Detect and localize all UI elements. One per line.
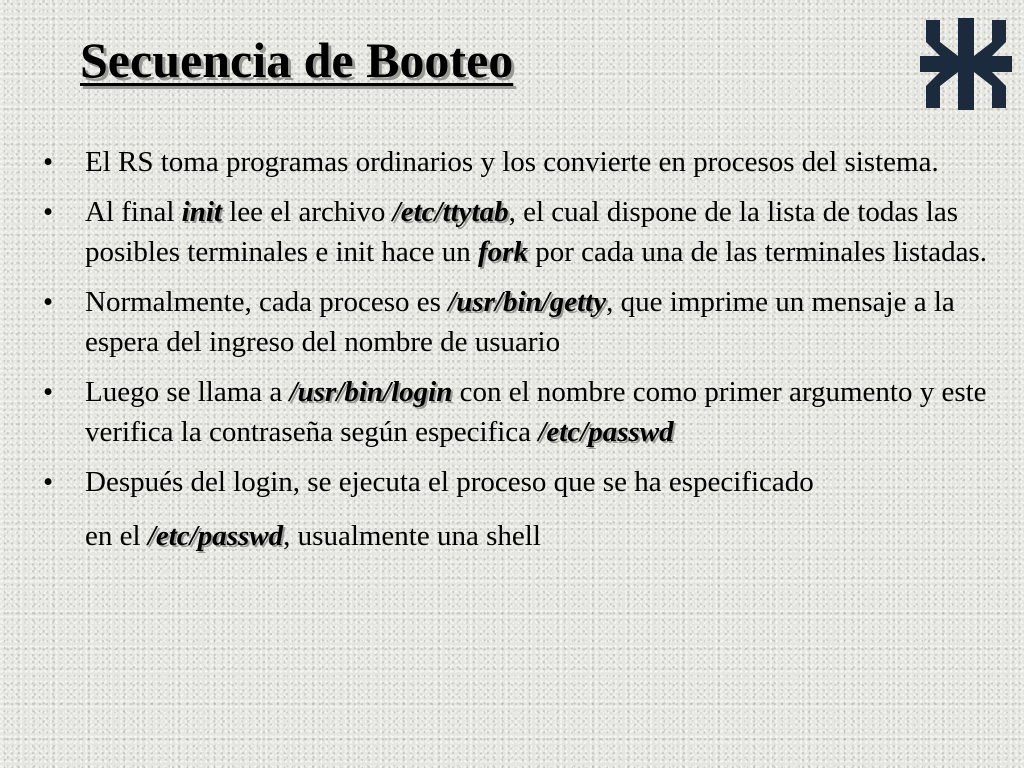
bullet-text: Normalmente, cada proceso es [85,286,449,318]
utn-logo-icon [920,18,1012,110]
emphasis-passwd-path: /etc/passwd [538,416,674,448]
bullet-text: en el [85,520,148,552]
bullet-item [40,192,990,272]
bullet-item [40,462,990,556]
bullet-list [40,142,990,566]
bullet-marker: • [43,376,54,408]
emphasis-login-path: /usr/bin/login [289,376,453,408]
emphasis-getty-path: /usr/bin/getty [448,286,607,318]
bullet-line [85,516,541,556]
bullet-item [40,282,990,362]
bullet-marker: • [43,466,54,498]
bullet-item [40,142,990,182]
bullet-text: Después del login, se ejecuta el proceso que se ha especificado [85,466,814,498]
emphasis-init: init [181,196,222,228]
emphasis-ttytab-path: /etc/ttytab [392,196,509,228]
bullet-text: , el cual dispone de la lista de todas las posibles terminales e init hace un [85,196,958,268]
bullet-text: , que imprime un mensaje a la espera del ingreso del nombre de usuario [85,286,955,358]
bullet-text: , usualmente una shell [283,520,541,552]
slide-title: Secuencia de Booteo [80,32,514,88]
bullet-marker: • [43,196,54,228]
emphasis-passwd-path: /etc/passwd [147,520,284,552]
bullet-marker: • [43,146,54,178]
bullet-text: lee el archivo [221,196,393,228]
emphasis-fork: fork [478,236,528,268]
bullet-text: El RS toma programas ordinarios y los convierte en procesos del sistema. [85,146,939,178]
bullet-item [40,372,990,452]
bullet-text: por cada una de las terminales listadas. [527,236,987,268]
bullet-text: Al final [85,196,182,228]
bullet-text: con el nombre como primer argumento y este verifica la contraseña según especifica [85,376,987,448]
bullet-marker: • [43,286,54,318]
bullet-text: Luego se llama a [85,376,290,408]
